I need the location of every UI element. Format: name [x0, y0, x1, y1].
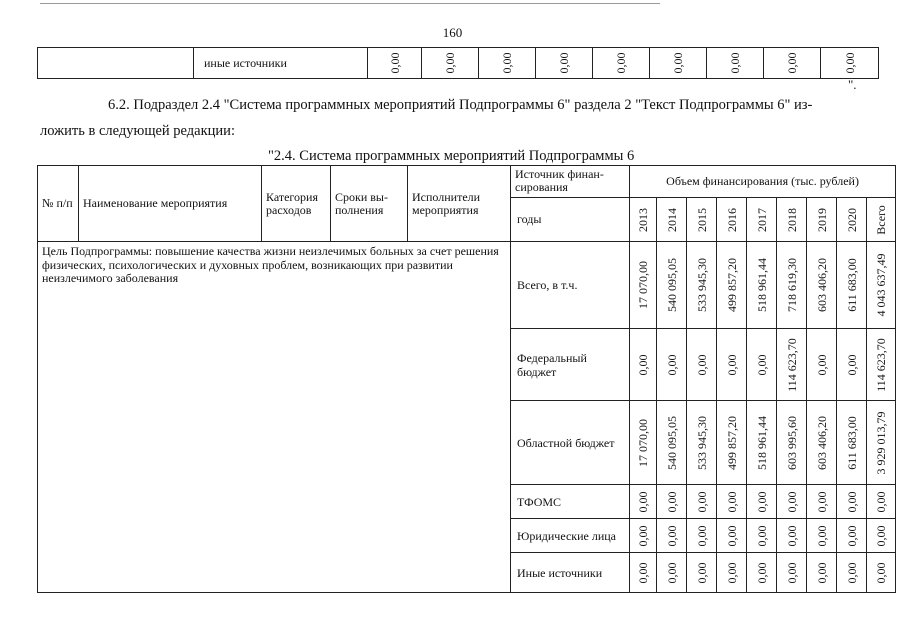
- value-text: 533 945,30: [694, 258, 709, 312]
- value-cell: [630, 329, 657, 401]
- value-cell: [867, 553, 896, 593]
- value-cell: [867, 242, 896, 329]
- year-header: [807, 198, 837, 242]
- value-text: 0,00: [694, 354, 709, 375]
- value-cell: [777, 519, 807, 553]
- year-text: 2019: [814, 207, 829, 232]
- paragraph-line-2: ложить в следующей редакции:: [40, 123, 235, 139]
- value-cell: [747, 329, 777, 401]
- top-table-value: [536, 48, 593, 79]
- value-cell: [777, 242, 807, 329]
- value-cell: [867, 485, 896, 519]
- value-text: 0,00: [724, 562, 739, 583]
- year-text: 2020: [844, 207, 859, 232]
- value-cell: [687, 485, 717, 519]
- value-text: 499 857,20: [724, 415, 739, 470]
- value-text: 0,00: [844, 491, 859, 512]
- source-name: ТФОМС: [511, 485, 630, 519]
- value-cell: [657, 485, 687, 519]
- table-row: [38, 242, 896, 329]
- top-value-text: 0,00: [443, 52, 457, 74]
- value-cell: [807, 329, 837, 401]
- value-cell: [747, 485, 777, 519]
- value-text: 0,00: [694, 525, 709, 546]
- value-cell: [717, 242, 747, 329]
- top-table-empty-cell: [38, 48, 194, 79]
- header-row-1: [38, 166, 896, 198]
- value-text: 518 961,44: [754, 415, 769, 470]
- value-text: 4 043 637,49: [874, 253, 889, 317]
- year-header: [867, 198, 896, 242]
- value-text: 0,00: [874, 562, 889, 583]
- header-term: Сроки вы-полнения: [331, 166, 408, 242]
- value-text: 611 683,00: [844, 415, 859, 470]
- section-title: "2.4. Система программных мероприятий Подпрограммы 6: [268, 148, 635, 164]
- value-cell: [717, 329, 747, 401]
- value-cell: [867, 329, 896, 401]
- value-cell: [657, 242, 687, 329]
- value-text: 0,00: [636, 354, 650, 375]
- value-text: 540 095,05: [664, 415, 679, 470]
- value-cell: [837, 329, 867, 401]
- value-text: 0,00: [636, 525, 650, 546]
- year-text: 2017: [754, 207, 769, 232]
- value-cell: [807, 242, 837, 329]
- value-text: 0,00: [724, 491, 739, 512]
- value-cell: [837, 242, 867, 329]
- value-text: 0,00: [664, 562, 679, 583]
- year-header: [717, 198, 747, 242]
- value-text: 17 070,00: [636, 418, 650, 467]
- top-rule: [40, 3, 660, 4]
- value-text: 0,00: [664, 354, 679, 375]
- year-text: 2016: [724, 207, 739, 232]
- top-value-text: 0,00: [614, 52, 628, 74]
- value-text: 0,00: [754, 354, 769, 375]
- value-cell: [687, 329, 717, 401]
- program-goal: Цель Подпрограммы: повышение качества жизни неизлечимых больных за счет решения физических, психологических и духовных проблем, возникающих при развитии неизлечимого заболевания: [38, 242, 511, 593]
- top-table-value: [764, 48, 821, 79]
- value-cell: [837, 401, 867, 485]
- value-text: 718 619,30: [784, 258, 799, 312]
- value-text: 0,00: [694, 562, 709, 583]
- value-text: 114 623,70: [874, 337, 889, 392]
- value-text: 17 070,00: [636, 261, 650, 309]
- value-text: 0,00: [844, 354, 859, 375]
- top-table-value: [650, 48, 707, 79]
- value-text: 114 623,70: [784, 337, 799, 392]
- value-text: 0,00: [844, 525, 859, 546]
- value-text: 0,00: [814, 491, 829, 512]
- value-cell: [837, 553, 867, 593]
- value-cell: [657, 329, 687, 401]
- quote-end: ".: [848, 77, 857, 92]
- value-cell: [687, 553, 717, 593]
- value-text: 533 945,30: [694, 415, 709, 470]
- value-cell: [807, 485, 837, 519]
- value-cell: [657, 401, 687, 485]
- value-text: 0,00: [814, 525, 829, 546]
- value-cell: [807, 519, 837, 553]
- value-cell: [657, 553, 687, 593]
- value-text: 518 961,44: [754, 258, 769, 312]
- value-text: 3 929 013,79: [874, 411, 889, 474]
- value-text: 0,00: [874, 525, 889, 546]
- value-text: 0,00: [664, 491, 679, 512]
- value-cell: [747, 553, 777, 593]
- value-cell: [837, 485, 867, 519]
- header-years-label: годы: [511, 198, 630, 242]
- source-name: Иные источники: [511, 553, 630, 593]
- value-text: 0,00: [784, 525, 799, 546]
- value-cell: [717, 553, 747, 593]
- year-text: 2015: [694, 207, 709, 232]
- value-cell: [777, 329, 807, 401]
- value-cell: [717, 519, 747, 553]
- year-header: [777, 198, 807, 242]
- value-text: 0,00: [664, 525, 679, 546]
- source-name: Областной бюджет: [511, 401, 630, 485]
- value-cell: [747, 242, 777, 329]
- top-table-value: [593, 48, 650, 79]
- value-cell: [630, 242, 657, 329]
- value-text: 499 857,20: [724, 258, 739, 312]
- year-header: [630, 198, 657, 242]
- year-header: [837, 198, 867, 242]
- value-cell: [747, 401, 777, 485]
- value-text: 0,00: [694, 491, 709, 512]
- value-cell: [717, 401, 747, 485]
- value-text: 0,00: [784, 491, 799, 512]
- paragraph-line-1: 6.2. Подраздел 2.4 "Система программных мероприятий Подпрограммы 6" раздела 2 "Текст Подпрограммы 6" из-: [108, 97, 813, 113]
- value-cell: [867, 401, 896, 485]
- value-text: 603 406,20: [814, 415, 829, 470]
- top-table: [37, 47, 879, 79]
- value-cell: [687, 242, 717, 329]
- top-value-text: 0,00: [500, 52, 514, 74]
- value-text: 603 995,60: [784, 415, 799, 470]
- value-cell: [747, 519, 777, 553]
- value-text: 0,00: [754, 491, 769, 512]
- top-table-value: [422, 48, 479, 79]
- value-cell: [630, 553, 657, 593]
- value-text: 540 095,05: [664, 258, 679, 312]
- top-value-text: 0,00: [387, 52, 402, 74]
- value-cell: [807, 553, 837, 593]
- year-header: [687, 198, 717, 242]
- header-executors: Исполнители мероприятия: [408, 166, 511, 242]
- top-table-source: иные источники: [194, 48, 368, 79]
- year-header: [747, 198, 777, 242]
- top-value-text: 0,00: [785, 52, 799, 74]
- value-cell: [630, 485, 657, 519]
- value-text: 611 683,00: [844, 258, 859, 312]
- value-cell: [777, 401, 807, 485]
- value-cell: [837, 519, 867, 553]
- header-funding: Объем финансирования (тыс. рублей): [630, 166, 896, 198]
- value-text: 0,00: [874, 491, 889, 512]
- value-text: 0,00: [754, 562, 769, 583]
- value-text: 0,00: [636, 491, 650, 512]
- program-table: [37, 165, 896, 593]
- top-value-text: 0,00: [728, 52, 742, 74]
- value-cell: [777, 485, 807, 519]
- top-table-value: [821, 48, 879, 79]
- source-name: Всего, в т.ч.: [511, 242, 630, 329]
- header-category: Категория расходов: [262, 166, 331, 242]
- year-text: 2014: [664, 207, 679, 232]
- top-value-text: 0,00: [842, 52, 857, 74]
- value-cell: [630, 519, 657, 553]
- value-text: 0,00: [814, 562, 829, 583]
- year-header: [657, 198, 687, 242]
- value-cell: [717, 485, 747, 519]
- header-num: № п/п: [38, 166, 79, 242]
- top-table-row: [38, 48, 879, 79]
- value-text: 0,00: [636, 562, 650, 583]
- value-text: 603 406,20: [814, 258, 829, 312]
- value-text: 0,00: [784, 562, 799, 583]
- value-cell: [687, 519, 717, 553]
- value-text: 0,00: [814, 354, 829, 375]
- value-cell: [687, 401, 717, 485]
- top-table-value: [368, 48, 422, 79]
- year-text: Всего: [874, 204, 889, 235]
- page-number: 160: [442, 25, 463, 40]
- value-cell: [867, 519, 896, 553]
- header-name: Наименование мероприятия: [79, 166, 262, 242]
- value-cell: [657, 519, 687, 553]
- source-name: Федеральный бюджет: [511, 329, 630, 401]
- top-value-text: 0,00: [557, 52, 571, 74]
- value-text: 0,00: [754, 525, 769, 546]
- value-text: 0,00: [724, 525, 739, 546]
- year-text: 2018: [784, 207, 799, 232]
- source-name: Юридические лица: [511, 519, 630, 553]
- top-value-text: 0,00: [671, 52, 685, 74]
- value-text: 0,00: [844, 562, 859, 583]
- top-table-value: [479, 48, 536, 79]
- value-cell: [630, 401, 657, 485]
- value-text: 0,00: [724, 354, 739, 375]
- top-table-value: [707, 48, 764, 79]
- year-text: 2013: [636, 207, 650, 232]
- value-cell: [807, 401, 837, 485]
- header-source: Источник финан-сирования: [511, 166, 630, 198]
- value-cell: [777, 553, 807, 593]
